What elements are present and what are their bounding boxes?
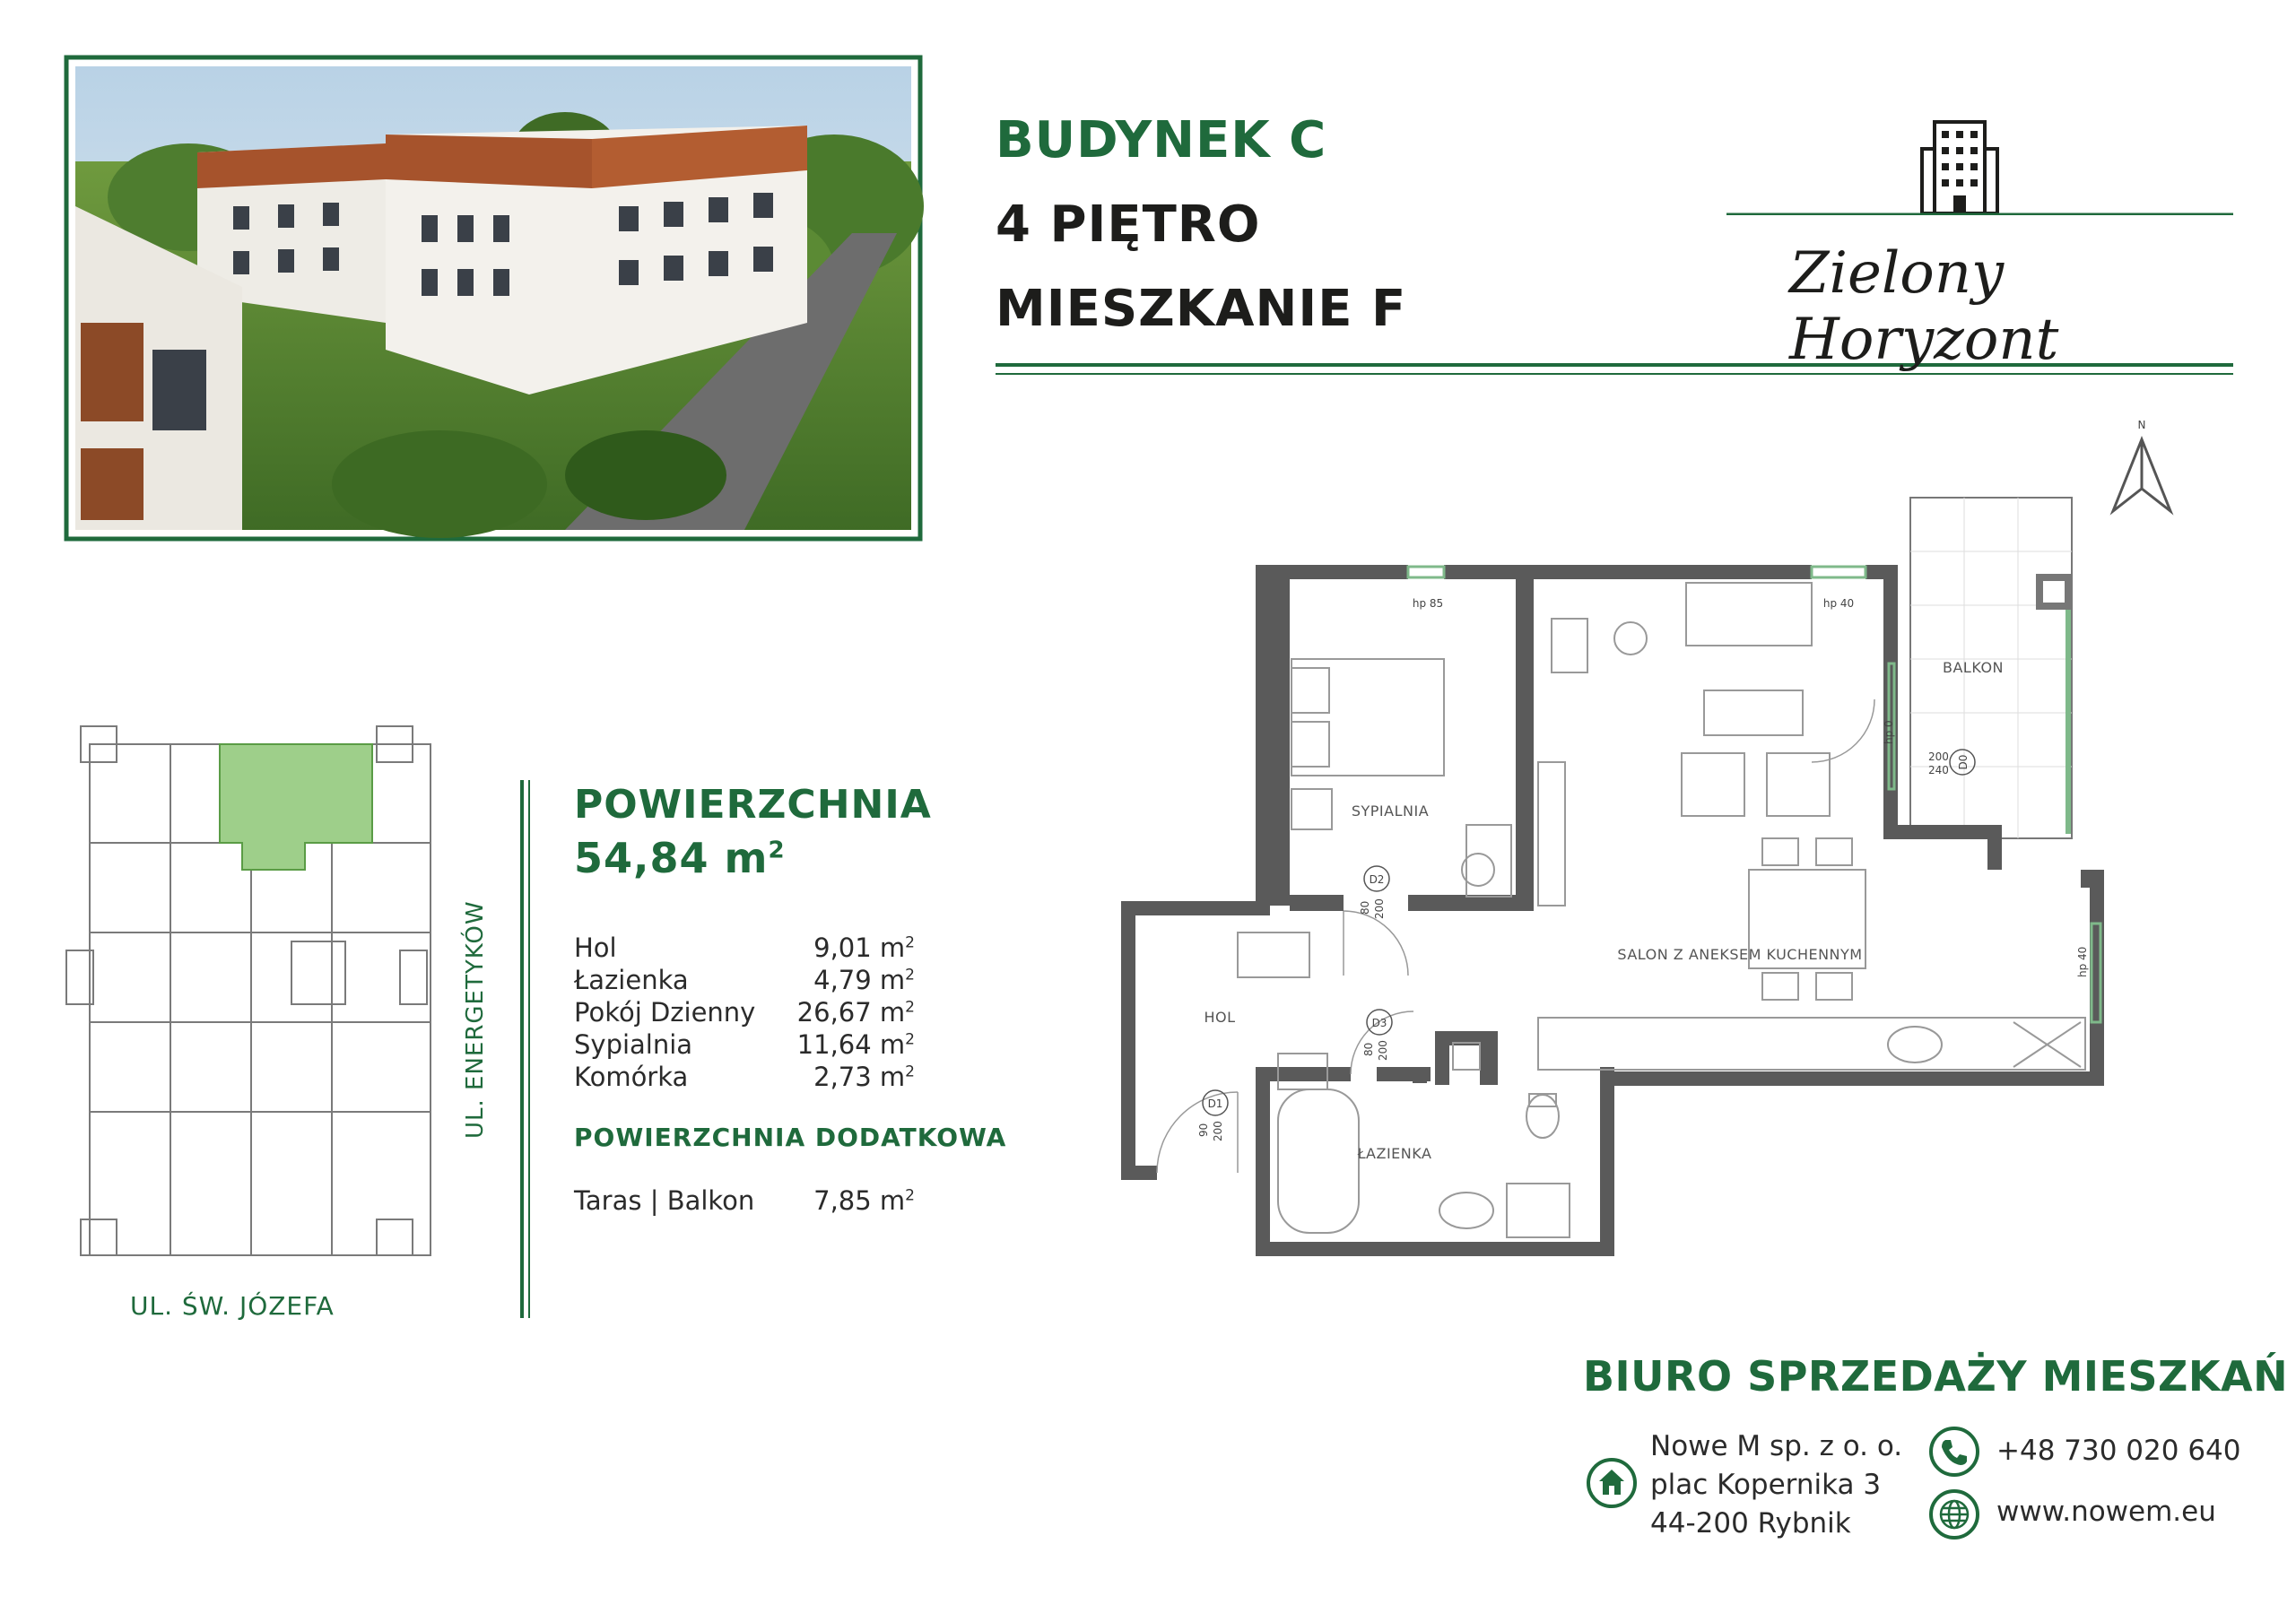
room-value: 9,01 $m^2$ [813, 932, 915, 963]
phone-icon [1928, 1426, 1980, 1478]
svg-text:200: 200 [1373, 898, 1386, 919]
north-arrow-icon [2113, 419, 2170, 511]
room-label-living: SALON Z ANEKSEM KUCHENNYM [1617, 946, 1863, 963]
area-divider [520, 780, 524, 1318]
globe-icon [1928, 1488, 1980, 1540]
building-render-image [63, 54, 924, 542]
floor-plan [1112, 403, 2188, 1264]
door-label-balcony [1928, 750, 1975, 776]
svg-text:D1: D1 [1207, 1097, 1223, 1110]
room-value: 26,67 $m^2$ [796, 997, 915, 1028]
window-label-hp85: hp 85 [1412, 597, 1444, 610]
home-icon [1586, 1457, 1638, 1509]
room-label-bathroom: ŁAZIENKA [1357, 1145, 1432, 1162]
company-name: Nowe M sp. z o. o. [1650, 1430, 1903, 1462]
room-value: 2,73 $m^2$ [813, 1062, 915, 1092]
svg-text:D0: D0 [1957, 754, 1970, 770]
area-divider-thin [528, 780, 530, 1318]
logo-text: Zielony Horyzont [1789, 240, 2059, 373]
room-label-bedroom: SYPIALNIA [1351, 802, 1430, 820]
window-label-hp40: hp 40 [1822, 597, 1855, 610]
svg-text:200: 200 [1212, 1121, 1224, 1141]
svg-text:90: 90 [1197, 1123, 1210, 1137]
svg-text:80: 80 [1362, 1042, 1375, 1056]
north-label: N [2137, 419, 2146, 431]
site-plan [63, 717, 466, 1273]
svg-text:80: 80 [1359, 900, 1371, 915]
area-total-value: 54,84 m [574, 834, 769, 882]
room-value: 11,64 $m^2$ [796, 1029, 915, 1060]
window-label-hp40-b: hp 40 [2076, 946, 2089, 977]
extra-value: 7,85 $m^2$ [813, 1185, 915, 1216]
floor-title: 4 PIĘTRO [996, 195, 1261, 254]
website-link[interactable]: www.nowem.eu [1996, 1496, 2216, 1528]
extra-area-heading: POWIERZCHNIA DODATKOWA [574, 1123, 1007, 1152]
window-label-hp0: hp 0 [1883, 720, 1895, 744]
apartment-title: MIESZKANIE F [996, 280, 1407, 338]
bedroom-furniture [1292, 659, 1511, 897]
door-label-d2 [1359, 866, 1389, 919]
svg-text:200: 200 [1377, 1040, 1389, 1061]
highlighted-apartment [220, 744, 372, 870]
room-label: Sypialnia [574, 1029, 693, 1060]
company-city: 44-200 Rybnik [1650, 1507, 1851, 1540]
room-label-hall: HOL [1204, 1009, 1236, 1026]
area-heading: POWIERZCHNIA [574, 782, 932, 828]
logo [1726, 117, 2233, 373]
header-divider-thin [996, 373, 2233, 375]
area-total-sup: 2 [768, 837, 786, 864]
room-label: Łazienka [574, 965, 689, 995]
street-label-right: UL. ENERGETYKÓW [462, 900, 489, 1139]
svg-text:D2: D2 [1369, 873, 1385, 886]
floor-plan-drawing [1112, 403, 2188, 1264]
room-label: Hol [574, 932, 617, 963]
building-title: BUDYNEK C [996, 111, 1327, 169]
phone-number[interactable]: +48 730 020 640 [1996, 1435, 2241, 1467]
svg-text:200: 200 [1928, 750, 1949, 763]
street-label-bottom: UL. ŚW. JÓZEFA [130, 1291, 335, 1321]
extra-areas [574, 1185, 915, 1221]
sales-heading: BIURO SPRZEDAŻY MIESZKAŃ [1583, 1352, 2289, 1401]
svg-text:D3: D3 [1371, 1017, 1387, 1029]
building-icon [1726, 117, 2233, 215]
room-label: Komórka [574, 1062, 689, 1092]
site-plan-drawing [63, 717, 466, 1273]
svg-text:240: 240 [1928, 764, 1949, 776]
room-value: 4,79 $m^2$ [813, 965, 915, 995]
render-photo-frame [63, 54, 924, 542]
extra-label: Taras | Balkon [574, 1185, 755, 1216]
room-label: Pokój Dzienny [574, 997, 756, 1028]
room-label-balcony: BALKON [1942, 659, 2005, 676]
room-areas [574, 932, 915, 1112]
company-street: plac Kopernika 3 [1650, 1469, 1882, 1501]
door-label-d1 [1197, 1090, 1228, 1141]
area-total [574, 834, 786, 882]
